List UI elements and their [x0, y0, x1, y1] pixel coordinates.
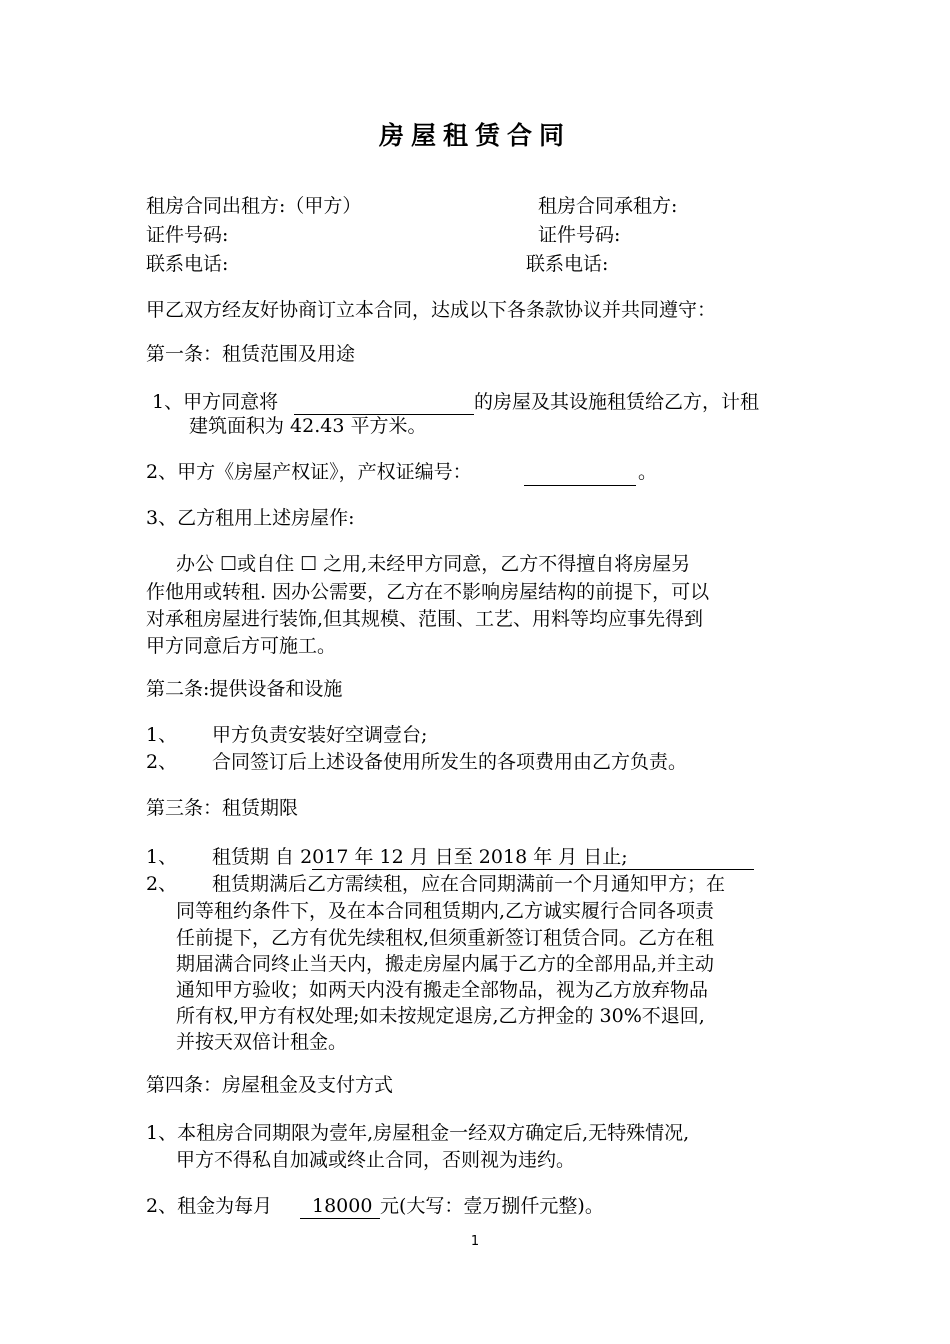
- article-1-clause-3: 3、乙方租用上述房屋作:: [146, 507, 355, 529]
- article-3-item-1-number: 1、: [146, 846, 178, 868]
- article-1-paragraph-line-2: 作他用或转租. 因办公需要，乙方在不影响房屋结构的前提下，可以: [146, 581, 710, 603]
- article-2-item-2: 合同签订后上述设备使用所发生的各项费用由乙方负责。: [212, 751, 688, 773]
- article-1-clause-1-mid: 的房屋及其设施租赁给乙方，计租: [474, 391, 760, 413]
- lease-term-underline: [312, 869, 754, 870]
- article-4-clause-2-start: 2、租金为每月: [146, 1195, 273, 1217]
- article-4-clause-1-line-1: 1、本租房合同期限为壹年,房屋租金一经双方确定后,无特殊情况,: [146, 1122, 690, 1144]
- phone-a-label: 联系电话:: [146, 253, 229, 275]
- article-2-item-1-number: 1、: [146, 724, 178, 746]
- article-1-clause-1-end: 建筑面积为 42.43 平方米。: [189, 415, 427, 437]
- article-1-clause-1-start: 1、甲方同意将: [152, 391, 279, 413]
- certificate-number-blank: [524, 485, 636, 486]
- monthly-rent-amount: 18000: [312, 1195, 373, 1217]
- article-2-item-2-number: 2、: [146, 751, 178, 773]
- article-1-heading: 第一条：租赁范围及用途: [146, 343, 356, 365]
- article-2-heading: 第二条:提供设备和设施: [146, 678, 343, 700]
- document-title: 房屋租赁合同: [378, 121, 571, 150]
- article-1-paragraph-line-3: 对承租房屋进行装饰,但其规模、范围、工艺、用料等均应事先得到: [146, 608, 704, 630]
- article-3-item-2-line-7: 并按天双倍计租金。: [176, 1031, 348, 1053]
- id-a-label: 证件号码:: [146, 224, 229, 246]
- article-1-paragraph-line-4: 甲方同意后方可施工。: [146, 635, 337, 657]
- article-4-clause-2-end: 元(大写：壹万捌仟元整)。: [380, 1195, 604, 1217]
- article-1-clause-2-end: 。: [638, 461, 658, 483]
- intro-paragraph: 甲乙双方经友好协商订立本合同，达成以下各条款协议并共同遵守：: [146, 299, 717, 321]
- monthly-rent-underline: [300, 1218, 380, 1219]
- article-3-item-2-line-1: 租赁期满后乙方需续租，应在合同期满前一个月通知甲方；在: [212, 873, 726, 895]
- party-b-label: 租房合同承租方:: [538, 195, 678, 217]
- article-3-item-2-number: 2、: [146, 873, 178, 895]
- article-3-item-2-line-4: 期届满合同终止当天内，搬走房屋内属于乙方的全部用品,并主动: [176, 953, 715, 975]
- party-a-label: 租房合同出租方:（甲方）: [146, 195, 362, 217]
- article-3-item-2-line-5: 通知甲方验收；如两天内没有搬走全部物品，视为乙方放弃物品: [176, 979, 709, 1001]
- article-4-clause-1-line-2: 甲方不得私自加减或终止合同，否则视为违约。: [176, 1149, 576, 1171]
- article-3-item-2-line-2: 同等租约条件下，及在本合同租赁期内,乙方诚实履行合同各项责: [176, 900, 715, 922]
- article-3-item-2-line-6: 所有权,甲方有权处理;如未按规定退房,乙方押金的 30%不退回,: [176, 1005, 705, 1027]
- lease-term-line: 租赁期 自 2017 年 12 月 日至 2018 年 月 日止;: [212, 846, 628, 868]
- id-b-label: 证件号码:: [538, 224, 621, 246]
- page-number: 1: [470, 1234, 480, 1249]
- article-1-clause-2: 2、甲方《房屋产权证》，产权证编号：: [146, 461, 472, 483]
- article-3-heading: 第三条：租赁期限: [146, 797, 299, 819]
- article-1-paragraph-line-1: 办公 ☐或自住 ☐ 之用,未经甲方同意，乙方不得擅自将房屋另: [176, 553, 691, 575]
- article-3-item-2-line-3: 任前提下，乙方有优先续租权,但须重新签订租赁合同。乙方在租: [176, 927, 715, 949]
- article-2-item-1: 甲方负责安装好空调壹台;: [212, 724, 428, 746]
- article-4-heading: 第四条：房屋租金及支付方式: [146, 1074, 394, 1096]
- phone-b-label: 联系电话:: [526, 253, 609, 275]
